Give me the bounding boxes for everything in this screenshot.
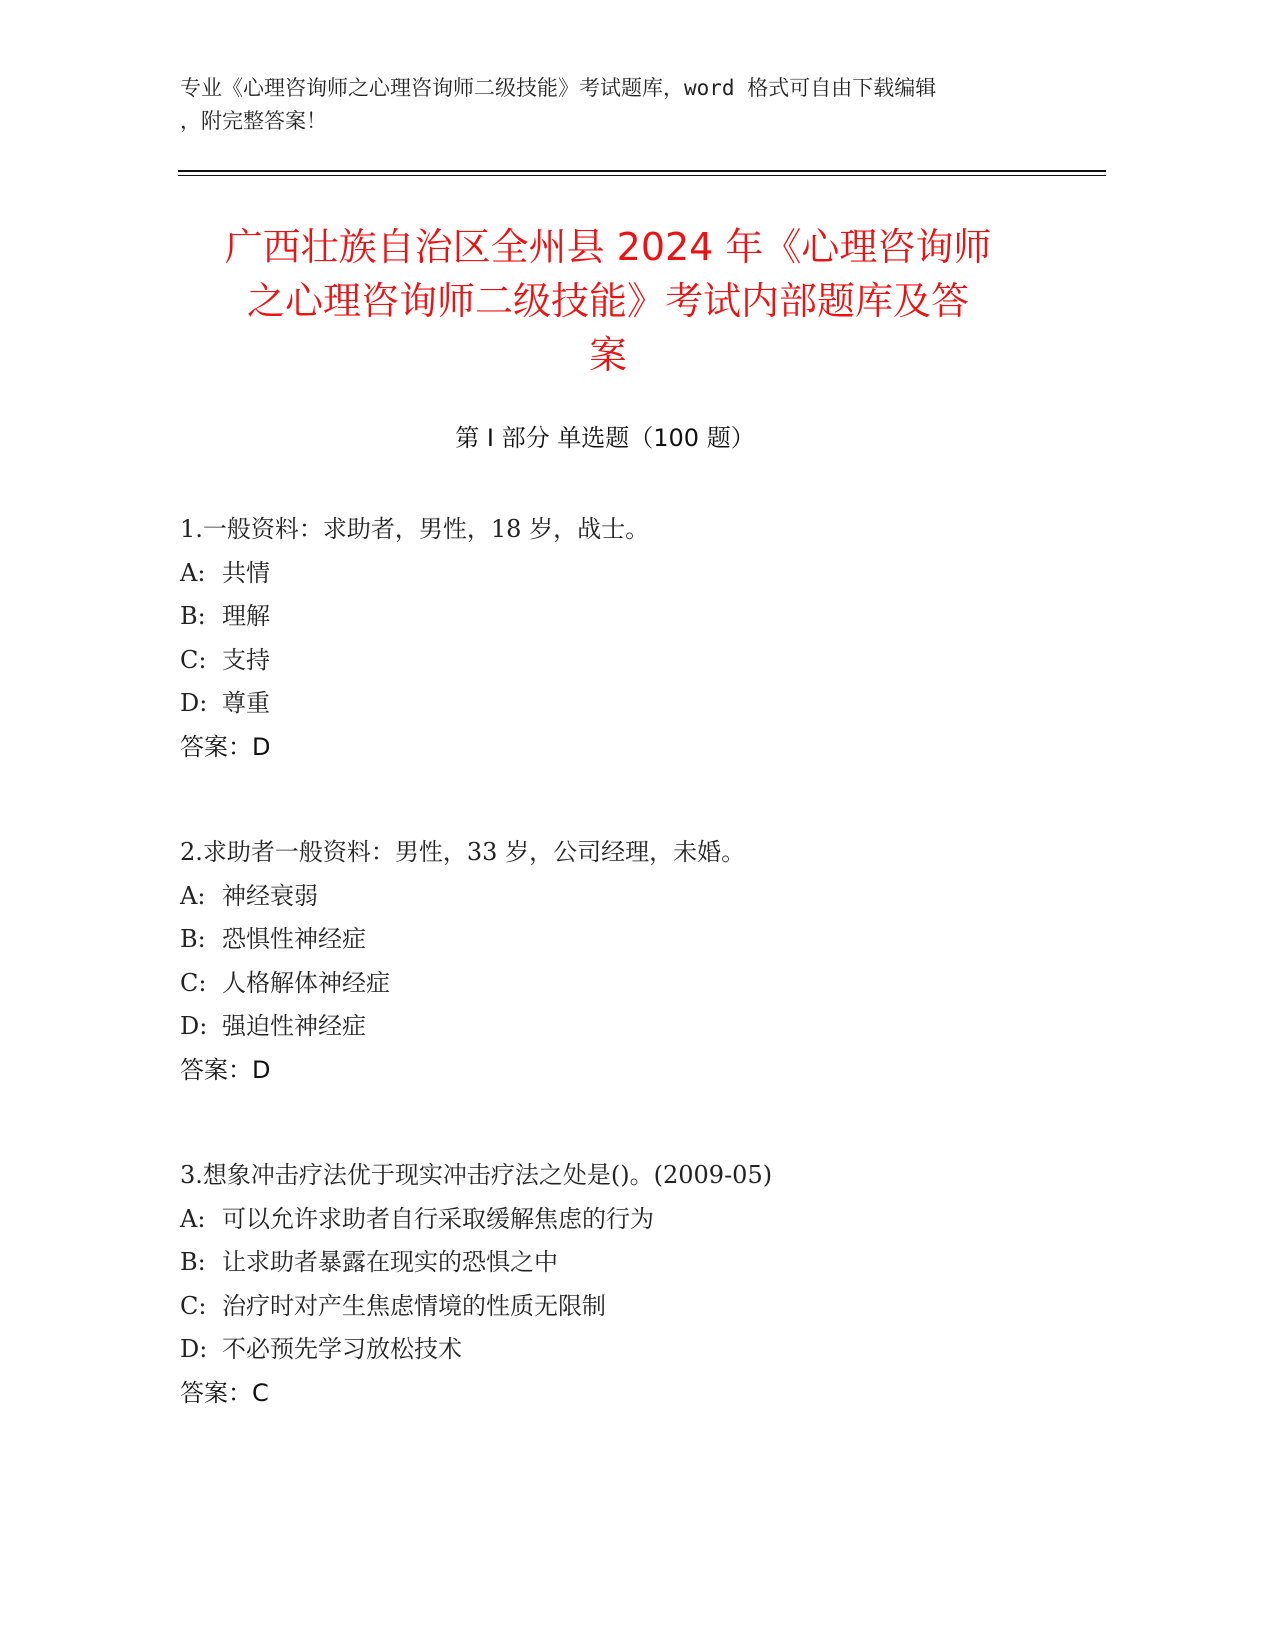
title-line-2: 之心理咨询师二级技能》考试内部题库及答 (246, 279, 969, 323)
option-text: 人格解体神经症 (222, 968, 390, 997)
header-rule-thin (178, 175, 1106, 176)
header-note-line-2: ，附完整答案！ (180, 109, 327, 133)
question-list (180, 508, 1080, 1477)
option-b (180, 595, 1080, 639)
question-stem: 1.一般资料：求助者，男性，18 岁，战士。 (180, 515, 650, 543)
option-key: A: (180, 881, 206, 910)
option-text: 治疗时对产生焦虑情境的性质无限制 (222, 1291, 606, 1320)
option-key: C: (180, 968, 207, 997)
option-key: B: (180, 602, 206, 630)
option-text: 不必预先学习放松技术 (222, 1335, 462, 1363)
option-text: 让求助者暴露在现实的恐惧之中 (222, 1248, 558, 1276)
answer-line: 答案：C (180, 1378, 269, 1407)
option-text: 理解 (222, 602, 270, 630)
question-stem: 3.想象冲击疗法优于现实冲击疗法之处是()。(2009-05) (180, 1161, 773, 1189)
header-rule-thick (178, 170, 1106, 172)
option-d (180, 1005, 1080, 1049)
option-b (180, 1241, 1080, 1285)
option-key: B: (180, 925, 206, 953)
option-c (180, 962, 1080, 1006)
question-item (180, 1154, 1080, 1415)
question-stem: 2.求助者一般资料：男性，33 岁，公司经理，未婚。 (180, 838, 746, 866)
option-a (180, 875, 1080, 919)
answer-line: 答案：D (180, 1055, 271, 1084)
option-key: C: (180, 1291, 207, 1320)
option-key: D: (180, 1012, 208, 1040)
option-text: 恐惧性神经症 (222, 925, 366, 953)
option-b (180, 918, 1080, 962)
option-c (180, 1285, 1080, 1329)
option-key: D: (180, 689, 208, 717)
option-c (180, 639, 1080, 683)
option-text: 尊重 (222, 689, 270, 717)
document-title (178, 220, 1038, 382)
option-text: 神经衰弱 (222, 881, 318, 910)
option-d (180, 1328, 1080, 1372)
option-a (180, 1198, 1080, 1242)
question-item (180, 831, 1080, 1092)
question-item (180, 508, 1080, 769)
option-a (180, 552, 1080, 596)
header-note (180, 72, 1060, 138)
option-key: A: (180, 558, 206, 587)
option-text: 支持 (222, 645, 270, 674)
title-line-1: 广西壮族自治区全州县 2024 年《心理咨询师 (224, 225, 992, 269)
option-text: 共情 (222, 558, 270, 587)
option-key: D: (180, 1335, 208, 1363)
header-note-line-1: 专业《心理咨询师之心理咨询师二级技能》考试题库，word 格式可自由下载编辑 (180, 76, 937, 100)
section-heading: 第 I 部分 单选题（100 题） (455, 424, 755, 452)
option-text: 强迫性神经症 (222, 1012, 366, 1040)
option-key: B: (180, 1248, 206, 1276)
option-key: A: (180, 1204, 206, 1233)
answer-line: 答案：D (180, 732, 271, 761)
option-d (180, 682, 1080, 726)
title-line-3: 案 (588, 333, 627, 377)
option-text: 可以允许求助者自行采取缓解焦虑的行为 (222, 1204, 654, 1233)
option-key: C: (180, 645, 207, 674)
